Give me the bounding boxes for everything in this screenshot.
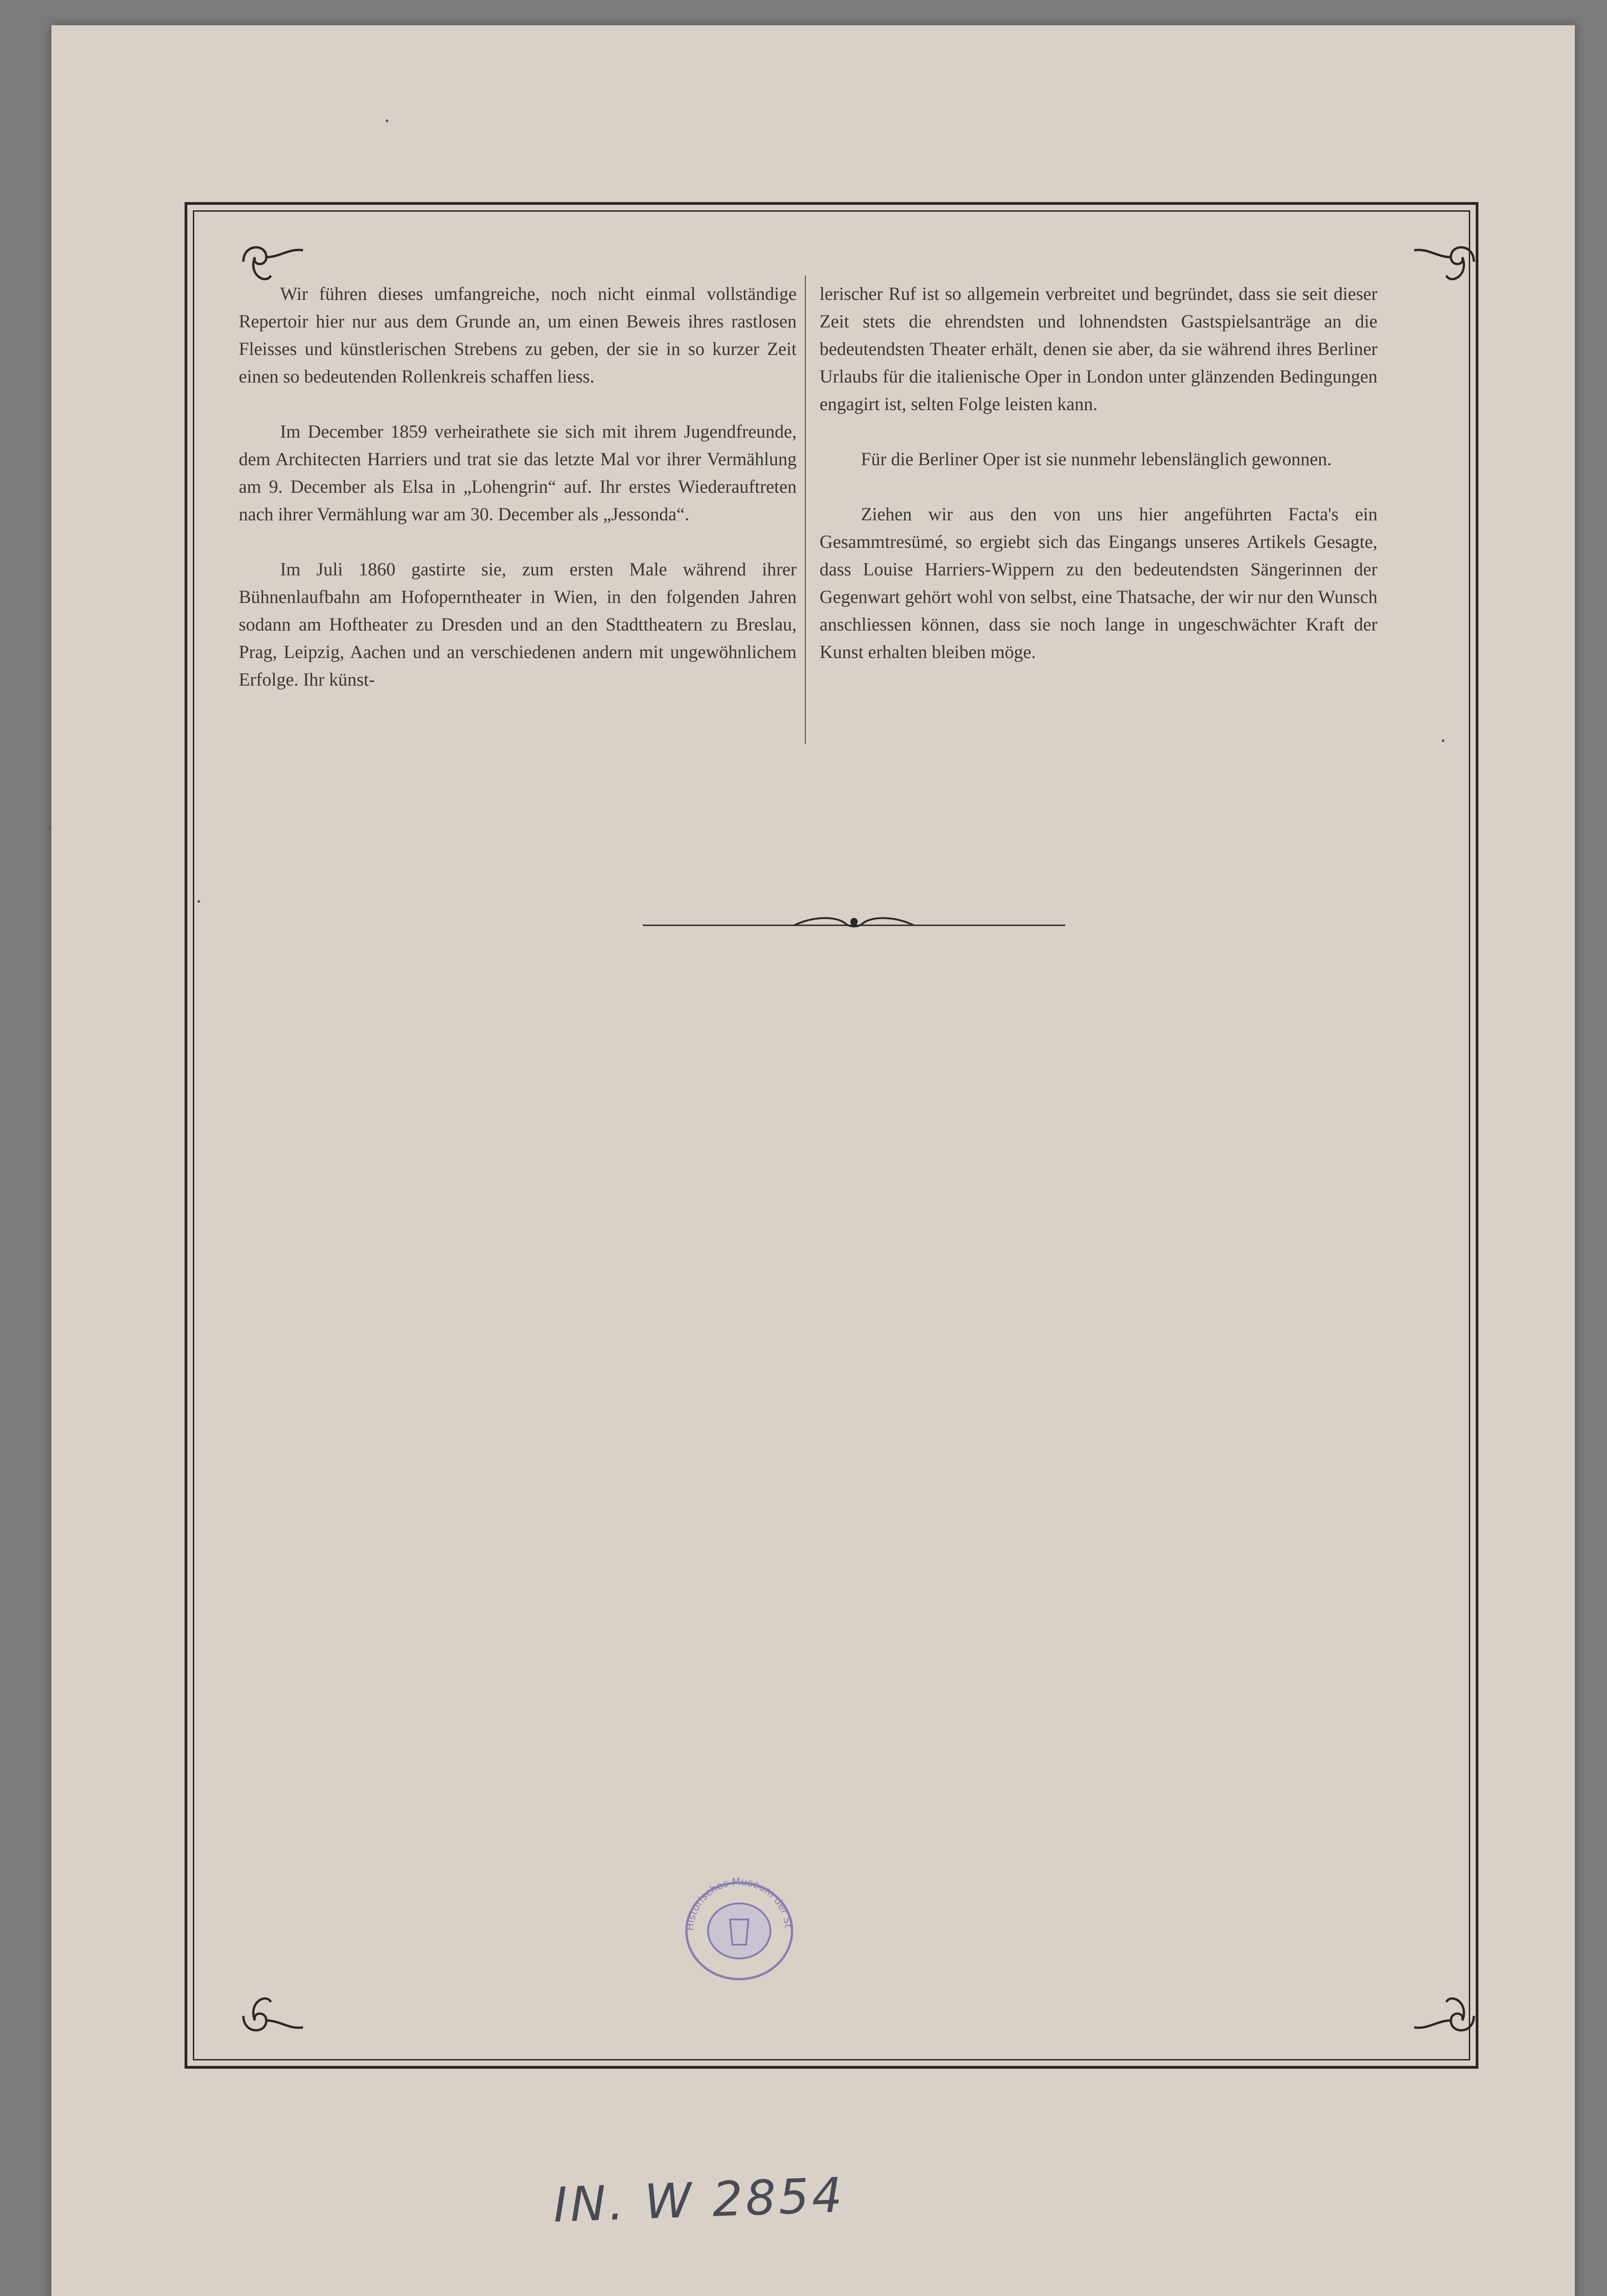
paper-speck xyxy=(1442,739,1444,742)
corner-ornament-bottom-left xyxy=(239,1984,308,2043)
paragraph: lerischer Ruf ist so allgemein verbreitet und begründet, dass sie seit dieser Zeit stets die ehrendsten und lohnendsten Gastspielsanträge an die bedeutendsten Theater erhält, denen sie aber, da sie während ihres Berliner Urlaubs für die italienische Oper in London unter glänzenden Bedingungen engagirt ist, selten Folge leisten kann. xyxy=(820,283,1377,414)
paragraph: Ziehen wir aus den von uns hier angeführten Facta's ein Gesammtresümé, so ergiebt sich das Eingangs unseres Artikels Gesagte, dass Louise Harriers-Wippern zu den bedeutendsten Sängerinnen der Gegenwart gehört wohl von selbst, eine Thatsache, der wir nur den Wunsch anschliessen können, dass sie noch lange in ungeschwächter Kraft der Kunst erhalten bleiben möge. xyxy=(820,504,1377,662)
inventory-number: IN. W 2854 xyxy=(552,2167,846,2234)
corner-ornament-top-right xyxy=(1410,234,1478,294)
paper-speck xyxy=(197,900,200,903)
paragraph: Für die Berliner Oper ist sie nunmehr lebenslänglich gewonnen. xyxy=(861,449,1332,469)
column-divider xyxy=(805,276,806,744)
text-column-right xyxy=(820,280,1377,693)
paper-speck xyxy=(48,827,51,829)
tailpiece-ornament xyxy=(643,912,1065,939)
paragraph: Im December 1859 verheirathete sie sich mit ihrem Jugendfreunde, dem Architecten Harriers und trat sie das letzte Mal vor ihrer Vermählung am 9. December als Elsa in „Lohengrin“ auf. Ihr erstes Wiederauftreten nach ihrer Vermählung war am 30. December als „Jessonda“. xyxy=(239,421,797,524)
paragraph: Im Juli 1860 gastirte sie, zum ersten Male während ihrer Bühnenlaufbahn am Hofoperntheater in Wien, in den folgenden Jahren sodann am Hoftheater zu Dresden und an den Stadttheatern zu Breslau, Prag, Leipzig, Aachen und an verschiedenen andern mit ungewöhnlichem Erfolge. Ihr künst- xyxy=(239,559,797,690)
paragraph: Wir führen dieses umfangreiche, noch nicht einmal vollständige Repertoir hier nur aus dem Grunde an, um einen Beweis ihres rastlosen Fleisses und künstlerischen Strebens zu geben, der sie in so kurzer Zeit einen so bedeutenden Rollenkreis schaffen liess. xyxy=(239,283,797,387)
corner-ornament-bottom-right xyxy=(1410,1984,1478,2043)
paper-speck xyxy=(386,119,388,122)
text-column-left xyxy=(239,280,797,721)
stamp-text: Historisches Museum der St xyxy=(684,1876,794,1931)
museum-stamp xyxy=(680,1876,799,1986)
